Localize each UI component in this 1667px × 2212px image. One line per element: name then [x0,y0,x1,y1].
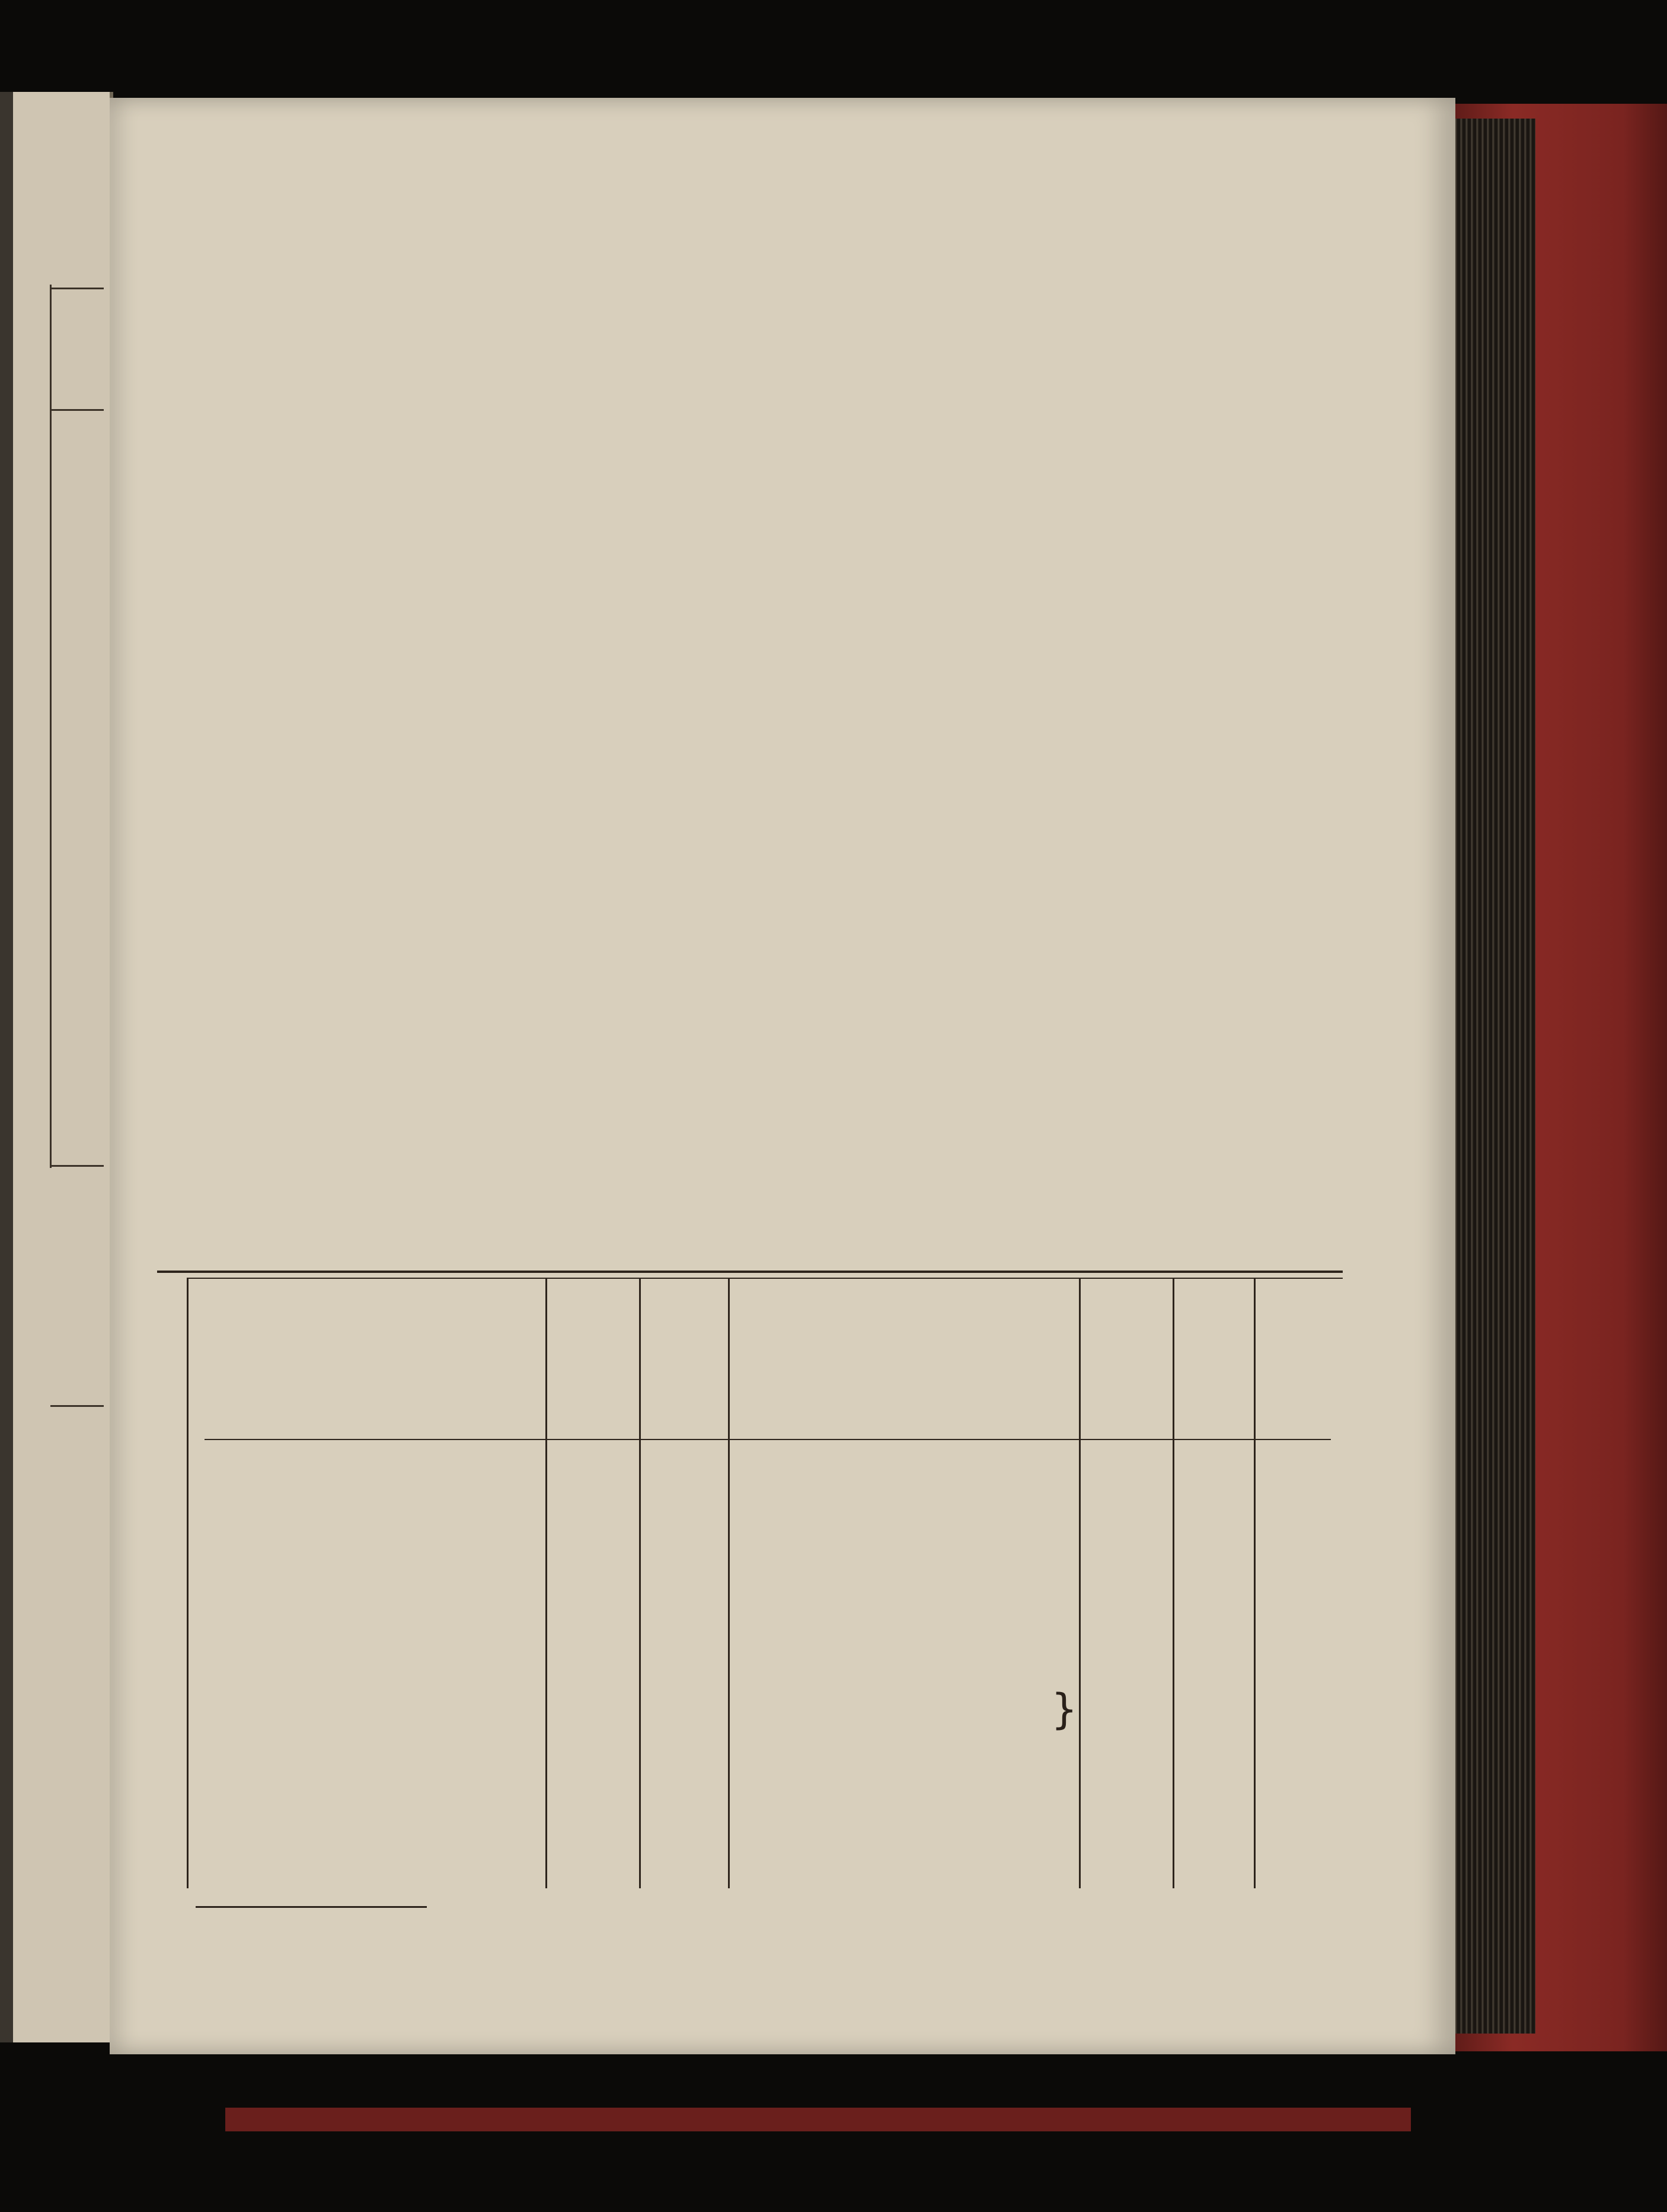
table-vline [639,1278,641,1888]
table-vline [545,1278,547,1888]
left-table-vline [50,285,52,1168]
left-table-rule [50,288,104,289]
table-vline [728,1278,730,1888]
left-page-column-header [5,296,52,409]
cover-bottom-edge [225,2108,1411,2131]
left-table-rule [50,1165,104,1167]
page-edges [1446,119,1535,2034]
table-top-rule [157,1271,1343,1273]
table-vline [1254,1278,1256,1888]
brace: } [1051,1685,1078,1734]
book-page [110,98,1455,2054]
table-vline [1079,1278,1081,1888]
table-header-rule [205,1439,1331,1440]
table-vline [187,1278,189,1888]
table-vline [1173,1278,1174,1888]
left-table-rule [50,409,104,411]
footnote-rule [196,1906,427,1908]
left-table-rule [50,1405,104,1407]
table-top-rule-inner [187,1278,1343,1279]
